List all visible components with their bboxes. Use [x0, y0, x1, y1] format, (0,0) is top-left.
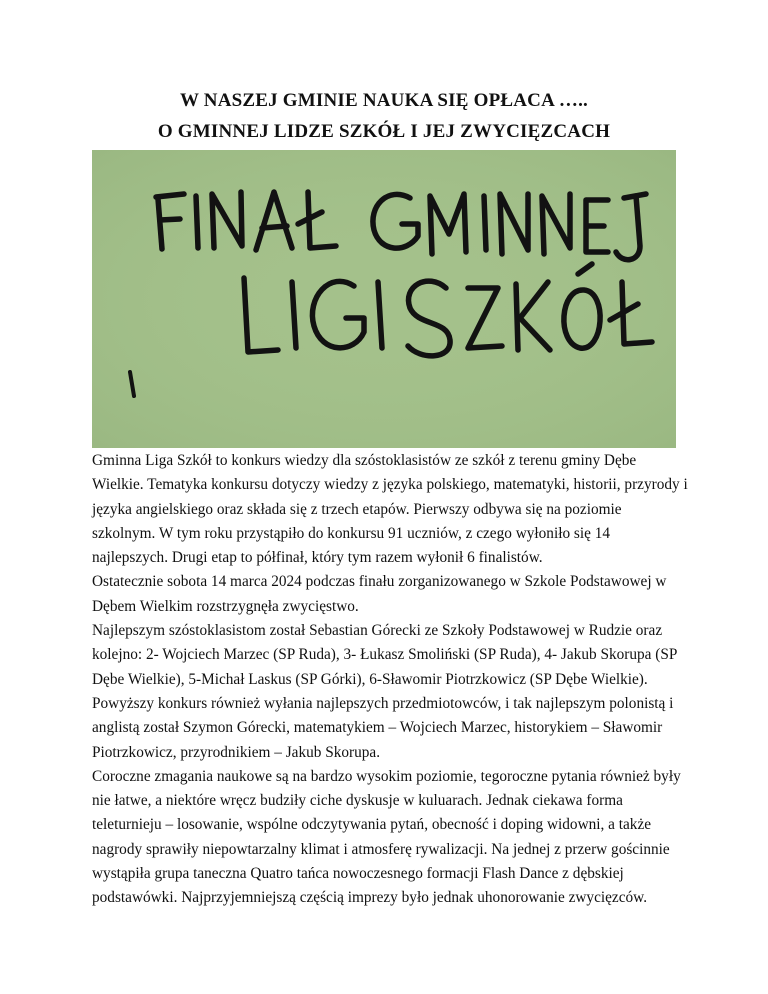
paragraph: Najlepszym szóstoklasistom został Sebastian Górecki ze Szkoły Podstawowej w Rudzie oraz kolejno: 2- Wojciech Marzec (SP Ruda), 3- Łukasz Smoliński (SP Ruda), 4- Jakub Skorupa (SP Dębe Wielkie), 5-Michał Laskus (SP Górki), 6-Sławomir Piotrzkowicz (SP Dębe Wielkie). Powyższy konkurs również wyłania najlepszych przedmiotowców, i tak najlepszym polonistą i anglistą został Szymon Górecki, matematykiem – Wojciech Marzec, historykiem – Sławomir Piotrzkowicz, przyrodnikiem – Jakub Skorupa.: [92, 622, 677, 761]
page-title-line-2: O GMINNEJ LIDZE SZKÓŁ I JEJ ZWYCIĘZCACH: [157, 121, 611, 142]
article-body: [92, 449, 688, 911]
handwritten-sign-photo: [92, 150, 676, 448]
paragraph: Gminna Liga Szkół to konkurs wiedzy dla szóstoklasistów ze szkół z terenu gminy Dębe Wielkie. Tematyka konkursu dotyczy wiedzy z języka polskiego, matematyki, historii, przyrody i języka angielskiego oraz składa się z trzech etapów. Pierwszy odbywa się na poziomie szkolnym. W tym roku przystąpiło do konkursu 91 uczniów, z czego wyłoniło się 14 najlepszych. Drugi etap to półfinał, który tym razem wyłonił 6 finalistów.: [92, 452, 688, 567]
paragraph: Ostatecznie sobota 14 marca 2024 podczas finału zorganizowanego w Szkole Podstawowej w Dębem Wielkim rozstrzygnęła zwycięstwo.: [92, 573, 667, 615]
page-title-line-1: W NASZEJ GMINIE NAUKA SIĘ OPŁACA …..: [179, 90, 589, 111]
paragraph: Coroczne zmagania naukowe są na bardzo wysokim poziomie, tegoroczne pytania również były nie łatwe, a niektóre wręcz budziły ciche dyskusje w kuluarach. Jednak ciekawa forma teleturnieju – losowanie, wspólne odczytywania pytań, obecność i doping widowni, a także nagrody sprawiły niepowtarzalny klimat i atmosferę rywalizacji. Na jednej z przerw gościnnie wystąpiła grupa taneczna Quatro tańca nowoczesnego formacji Flash Dance z dębskiej podstawówki. Najprzyjemniejszą częścią imprezy było jednak uhonorowanie zwycięzców.: [92, 767, 681, 907]
